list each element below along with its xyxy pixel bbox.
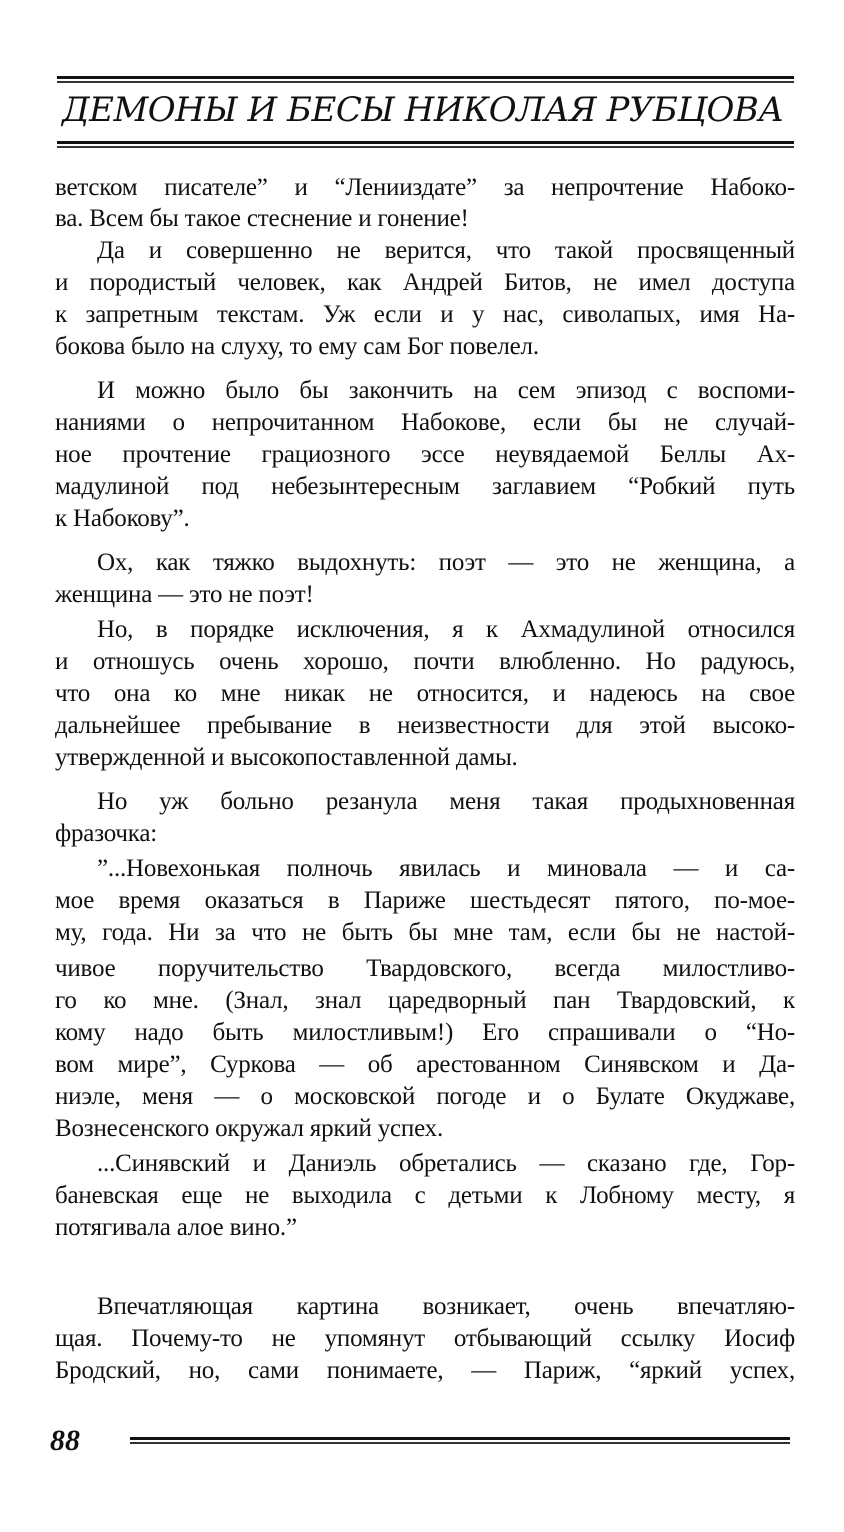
text-line: чивое поручительство Твардовского, всегда милостливо- <box>55 955 795 982</box>
text-line: ное прочтение грациозного эссе неувядаемой Беллы Ах- <box>55 441 795 468</box>
rule-line <box>57 146 794 148</box>
text-line: наниями о непрочитанном Набокове, если бы не случай- <box>55 409 795 436</box>
text-line: бокова было на слуху, то ему сам Бог повелел. <box>55 333 539 360</box>
text-line: фразочка: <box>55 820 157 847</box>
text-line: ниэле, меня — о московской погоде и о Булате Окуджаве, <box>55 1083 795 1110</box>
text-line: Впечатляющая картина возникает, очень впечатляю- <box>97 1293 795 1320</box>
text-line: и породистый человек, как Андрей Битов, не имел доступа <box>55 269 795 296</box>
text-line: го ко мне. (Знал, знал царедворный пан Твардовский, к <box>55 987 795 1014</box>
text-line: и отношусь очень хорошо, почти влюбленно. Но радуюсь, <box>55 648 795 675</box>
text-line: ва. Всем бы такое стеснение и гонение! <box>55 205 469 232</box>
text-line: кому надо быть милостливым!) Его спрашивали о “Но- <box>55 1019 795 1046</box>
text-line: Но, в порядке исключения, я к Ахмадулиной относился <box>97 616 795 643</box>
running-title: ДЕМОНЫ И БЕСЫ НИКОЛАЯ РУБЦОВА <box>62 90 784 130</box>
rule-line <box>57 81 794 83</box>
text-line: Но уж больно резанула меня такая продыхновенная <box>97 788 795 815</box>
text-line: к Набокову”. <box>55 505 190 532</box>
text-line: И можно было бы закончить на сем эпизод с воспоми- <box>97 377 795 404</box>
text-line: потягивала алое вино.” <box>55 1214 297 1241</box>
text-line: Ох, как тяжко выдохнуть: поэт — это не женщина, а <box>97 549 795 576</box>
text-line: ...Синявский и Даниэль обретались — сказано где, Гор- <box>97 1150 795 1177</box>
text-line: что она ко мне никак не относится, и надеюсь на свое <box>55 680 795 707</box>
text-line: му, года. Ни за что не быть бы мне там, если бы не настой- <box>55 919 795 946</box>
text-line: вом мире”, Суркова — об арестованном Синявском и Да- <box>55 1051 795 1078</box>
text-line: мадулиной под небезынтересным заглавием “Робкий путь <box>55 473 795 500</box>
text-line: утвержденной и высокопоставленной дамы. <box>55 744 518 771</box>
text-line: баневская еще не выходила с детьми к Лобному месту, я <box>55 1182 795 1209</box>
rule-line <box>130 1442 790 1444</box>
text-line: мое время оказаться в Париже шестьдесят пятого, по-мое- <box>55 887 795 914</box>
text-line: Вознесенского окружал яркий успех. <box>55 1115 444 1142</box>
text-line: Да и совершенно не верится, что такой просвященный <box>97 237 795 264</box>
text-line: к запретным текстам. Уж если и у нас, сиволапых, имя На- <box>55 301 795 328</box>
rule-line <box>130 1437 790 1440</box>
text-line: щая. Почему-то не упомянут отбывающий ссылку Иосиф <box>55 1325 795 1352</box>
text-line: женщина — это не поэт! <box>55 581 314 608</box>
text-line: ветском писателе” и “Ленииздате” за непрочтение Набоко- <box>55 174 795 201</box>
text-line: дальнейшее пребывание в неизвестности для этой высоко- <box>55 712 795 739</box>
text-line: ”...Новехонькая полночь явилась и миновала — и са- <box>97 855 795 882</box>
rule-line <box>57 141 794 144</box>
rule-line <box>57 76 794 79</box>
page-number: 88 <box>50 1424 80 1457</box>
text-line: Бродский, но, сами понимаете, — Париж, “яркий успех, <box>55 1357 795 1384</box>
